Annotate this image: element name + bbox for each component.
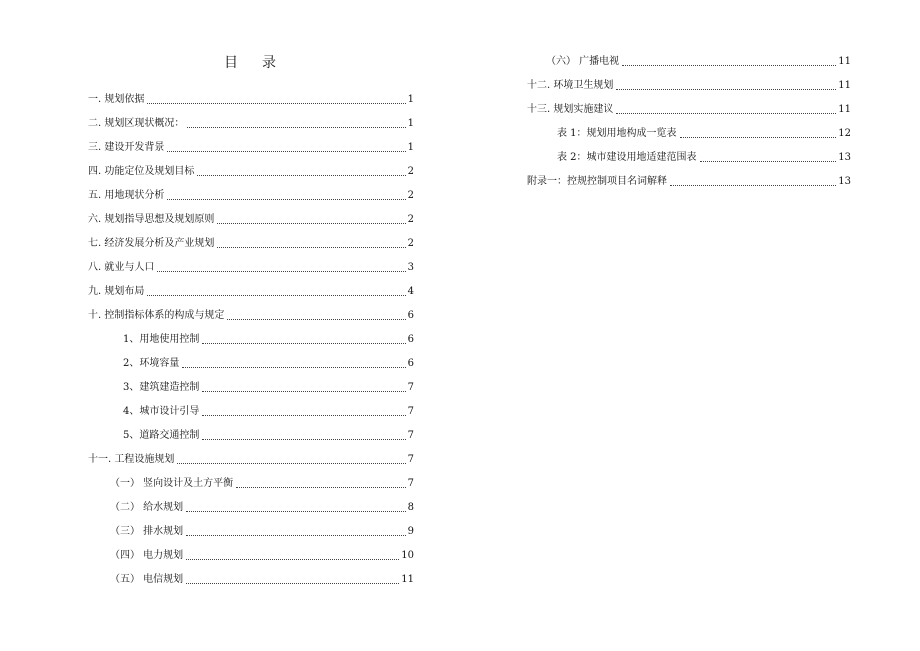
toc-entry[interactable]: 一. 规划依据 1 <box>88 94 414 105</box>
title-char: 目 <box>224 55 238 71</box>
toc-entry[interactable]: 十一. 工程设施规划 7 <box>88 454 414 465</box>
toc-entry[interactable]: 十二. 环境卫生规划 11 <box>527 80 851 91</box>
toc-entry[interactable]: 十. 控制指标体系的构成与规定 6 <box>88 310 414 321</box>
title-char: 录 <box>262 55 276 71</box>
toc-entry[interactable]: 二. 规划区现状概况： 1 <box>88 118 414 129</box>
toc-subentry[interactable]: 表 2：城市建设用地适建范围表 13 <box>557 152 851 163</box>
toc-subentry[interactable]: 5、道路交通控制 7 <box>123 430 414 441</box>
toc-entry[interactable]: 三. 建设开发背景 1 <box>88 142 414 153</box>
toc-entry[interactable]: 六. 规划指导思想及规划原则 2 <box>88 214 414 225</box>
toc-subentry[interactable]: 4、城市设计引导 7 <box>123 406 414 417</box>
toc-entry[interactable]: 七. 经济发展分析及产业规划 2 <box>88 238 414 249</box>
toc-entry[interactable]: 十三. 规划实施建议 11 <box>527 104 851 115</box>
toc-subentry[interactable]: （六） 广播电视 11 <box>546 56 851 67</box>
toc-subentry[interactable]: 表 1：规划用地构成一览表 12 <box>557 128 851 139</box>
toc-entry[interactable]: 八. 就业与人口 3 <box>88 262 414 273</box>
toc-subentry[interactable]: （五） 电信规划 11 <box>110 574 414 585</box>
toc-entry[interactable]: 五. 用地现状分析 2 <box>88 190 414 201</box>
toc-subentry[interactable]: （四） 电力规划 10 <box>110 550 414 561</box>
toc-subentry[interactable]: 2、环境容量 6 <box>123 358 414 369</box>
toc-subentry[interactable]: （二） 给水规划 8 <box>110 502 414 513</box>
toc-entry[interactable]: 九. 规划布局 4 <box>88 286 414 297</box>
toc-subentry[interactable]: （一） 竖向设计及土方平衡 7 <box>110 478 414 489</box>
page-title <box>0 52 500 72</box>
toc-entry[interactable]: 附录一：控规控制项目名词解释 13 <box>527 176 851 187</box>
toc-subentry[interactable]: 3、建筑建造控制 7 <box>123 382 414 393</box>
toc-subentry[interactable]: 1、用地使用控制 6 <box>123 334 414 345</box>
toc-subentry[interactable]: （三） 排水规划 9 <box>110 526 414 537</box>
toc-entry[interactable]: 四. 功能定位及规划目标 2 <box>88 166 414 177</box>
